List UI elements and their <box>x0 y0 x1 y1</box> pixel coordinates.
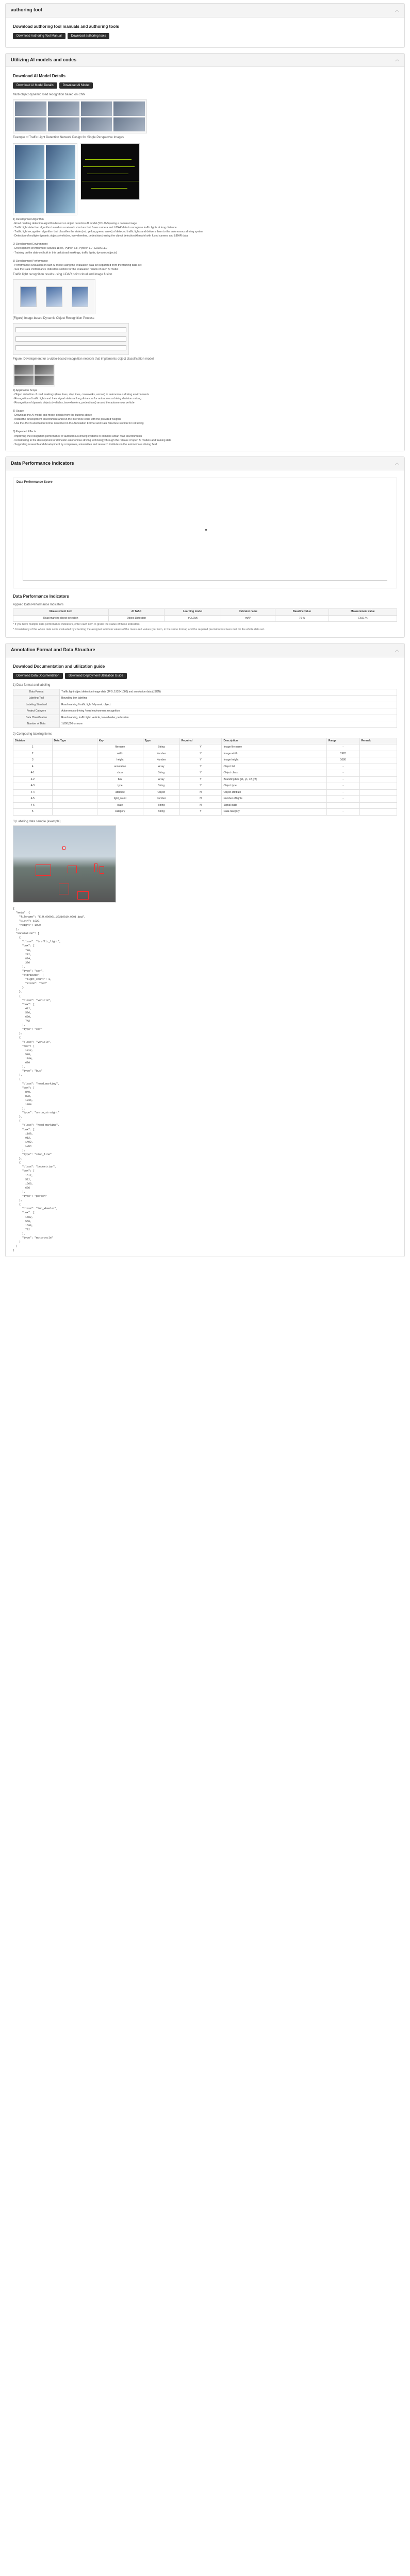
column-header: Measurement item <box>13 609 109 616</box>
table-cell <box>52 764 97 770</box>
section-title: Utilizing AI models and codes <box>11 57 77 62</box>
table-cell <box>52 770 97 777</box>
table-cell: - <box>326 744 359 751</box>
table-cell: 1920 <box>326 751 359 757</box>
table-cell: annotation <box>97 764 143 770</box>
table-cell: Number of lights <box>222 796 326 803</box>
vehicle-figure <box>13 143 77 215</box>
info-label: Data Classification <box>13 715 60 721</box>
table-cell: - <box>326 809 359 816</box>
chevron-up-icon[interactable]: ︿ <box>395 57 399 62</box>
table-cell <box>359 802 397 809</box>
column-header: Data Type <box>52 738 97 744</box>
column-header: Measurement value <box>329 609 397 616</box>
annotation-format-header[interactable] <box>6 643 404 657</box>
table-cell: String <box>143 744 179 751</box>
table-cell: class <box>97 770 143 777</box>
table-cell: 4-6 <box>13 802 53 809</box>
score-point <box>205 529 207 531</box>
cars-figure <box>13 364 55 386</box>
table-cell: String <box>143 783 179 790</box>
figure-caption: Multi-object dynamic road recognition based on CNN <box>13 93 86 96</box>
table-cell <box>52 744 97 751</box>
table-cell <box>359 770 397 777</box>
table-row <box>13 744 397 751</box>
table-cell: Y <box>179 783 222 790</box>
download-authoring-tools-button[interactable]: Download authoring tools <box>68 33 110 39</box>
download-model-details-button[interactable]: Download AI Model Details <box>13 82 57 89</box>
table-cell: 4-3 <box>13 783 53 790</box>
table-cell: Y <box>179 770 222 777</box>
table-cell: Number <box>143 757 179 764</box>
table-cell: category <box>97 809 143 816</box>
column-header: Baseline value <box>275 609 329 616</box>
fusion-figure <box>13 279 95 314</box>
figure-caption: Figure: Development for a video-based recognition network that implements object classification model <box>13 357 154 361</box>
info-label: Labeling Tool <box>13 696 60 702</box>
table-cell: String <box>143 809 179 816</box>
info-value: Autonomous driving / road environment recognition <box>60 708 397 715</box>
table-row <box>13 764 397 770</box>
info-value: Traffic light object detection image data (JPG, 1920×1080) and annotation data (JSON) <box>60 689 397 696</box>
download-guide-button[interactable]: Download Deployment Utilization Guide <box>65 673 127 679</box>
table-cell: N <box>179 802 222 809</box>
table-cell: Y <box>179 751 222 757</box>
table-cell: Signal state <box>222 802 326 809</box>
column-header: Required <box>179 738 222 744</box>
performance-score-chart <box>13 478 397 588</box>
table-cell: 4-2 <box>13 776 53 783</box>
ai-models-section <box>5 53 405 451</box>
table-cell: - <box>326 764 359 770</box>
download-ai-model-button[interactable]: Download AI Model <box>59 82 93 89</box>
table-cell: 4-5 <box>13 796 53 803</box>
column-header: Division <box>13 738 53 744</box>
info-value: Road marking / traffic light / dynamic object <box>60 702 397 708</box>
ai-models-header[interactable] <box>6 54 404 67</box>
table-cell: - <box>326 802 359 809</box>
table-cell: type <box>97 783 143 790</box>
chevron-up-icon[interactable]: ︿ <box>395 461 399 466</box>
table-cell: Y <box>179 776 222 783</box>
table-cell: - <box>326 789 359 796</box>
table-cell: Y <box>179 809 222 816</box>
table-cell: Bounding box [x1, y1, x2, y2] <box>222 776 326 783</box>
table-cell <box>52 809 97 816</box>
cnn-figure <box>13 99 147 133</box>
table-cell <box>359 776 397 783</box>
table-cell: Object class <box>222 770 326 777</box>
table-cell <box>359 764 397 770</box>
table-cell: 3 <box>13 757 53 764</box>
performance-note: * If you have multiple data performance indicators, enter each item to grade the status of these indicators. <box>13 623 141 626</box>
point-cloud-figure <box>80 143 140 200</box>
table-cell: Number <box>143 796 179 803</box>
subsection-title: Data Performance Indicators <box>13 594 69 599</box>
table-cell: box <box>97 776 143 783</box>
chevron-up-icon[interactable]: ︿ <box>395 7 399 12</box>
table-row <box>13 702 397 708</box>
page <box>0 0 410 1265</box>
figure-caption: [Figure] Image-based Dynamic Object Recognition Process <box>13 316 94 320</box>
table-cell: filename <box>97 744 143 751</box>
table-cell <box>359 757 397 764</box>
table-cell: Object <box>143 789 179 796</box>
table-caption: Applied Data Performance Indicators <box>13 603 64 607</box>
table-cell <box>52 757 97 764</box>
table-cell: - <box>326 796 359 803</box>
download-tool-manual-button[interactable]: Download Authoring Tool Manual <box>13 33 65 39</box>
labeled-road-image <box>13 825 116 903</box>
figure-caption: Example of Traffic Light Detection Network Design for Single Perspective Images <box>13 136 124 139</box>
table-row <box>13 715 397 721</box>
table-cell: Y <box>179 764 222 770</box>
table-cell: - <box>326 776 359 783</box>
table-cell <box>359 744 397 751</box>
download-documentation-button[interactable]: Download Data Documentation <box>13 673 63 679</box>
data-structure-table <box>13 738 397 816</box>
table-cell: Object attribute <box>222 789 326 796</box>
table-cell: String <box>143 802 179 809</box>
info-label: Number of Data <box>13 721 60 728</box>
performance-note-2: * Consistency of the whole data set is evaluated by checking the assigned attribute values of the measured values (per item, in the same format) and the required precision has been met for the whole data set. <box>13 628 265 632</box>
table-cell: Image height <box>222 757 326 764</box>
table-cell <box>359 809 397 816</box>
model-description-2: 4) Application Scope · Object detection of road markings (lane lines, stop lines, crosswalks, arrows) in autonomous driving environments · Recognition of traffic lights and their signal states at long distances for autonomous driving decision making · Recognition of dynamic objects (vehicles, two-wheelers, pedestrians) around the autonomous vehicle 5) Usage · Download the AI model and model details from the buttons above · Install the development environment and run the inference code with the provided weights · Use the JSON annotation format described in the Annotation Format and Data Structure section for retraining 6) Expected Effects · Improving the recognition performance of autonomous driving systems in complex urban road environments · Contributing to the development of domestic autonomous driving technology through the release of open AI models and training data · Supporting research and development by companies, universities and research institutes in the autonomous driving field <box>13 388 172 446</box>
section-title: authoring tool <box>11 7 42 12</box>
table-cell <box>52 796 97 803</box>
table-row <box>13 809 397 816</box>
model-description-1: 1) Development Algorithm · Road marking detection algorithm based on object detection AI model (YOLOv5) using a camera image · Traffic light detection algorithm based on a network structure that fuses camera and LiDAR data to recognize traffic lights at long distance · Traffic light recognition algorithm that classifies the state (red, yellow, green, arrow) of detected traffic lights and delivers them to the autonomous driving system · Detection of multiple dynamic objects (vehicles, two-wheelers, pedestrians) using the object detection AI model with fused camera and LiDAR data 2) Development Environment · Development environment: Ubuntu 18.04, Python 3.8, Pytorch 1.7, CUDA 11.0 · Training on the data-set built in this task (road markings, traffic lights, dynamic objects) 3) Development Performance · Performance evaluation of each AI model using the evaluation data-set separated from the training data-set · See the Data Performance Indicators section for the evaluation results of each AI model <box>13 218 204 271</box>
table-cell: Y <box>179 757 222 764</box>
authoring-tool-section <box>5 3 405 48</box>
info-label: Project Category <box>13 708 60 715</box>
table-cell: Image file name <box>222 744 326 751</box>
table-row <box>13 776 397 783</box>
info-value: Road marking, traffic light, vehicle, two-wheeler, pedestrian <box>60 715 397 721</box>
table-cell: width <box>97 751 143 757</box>
table-cell: Object Detection <box>108 615 165 622</box>
table-row <box>13 796 397 803</box>
table-cell: attribute <box>97 789 143 796</box>
table-cell: 70 % <box>275 615 329 622</box>
table-cell <box>52 802 97 809</box>
table-row <box>13 783 397 790</box>
table-cell: 1080 <box>326 757 359 764</box>
score-title: Data Performance Score <box>17 481 53 484</box>
table-cell <box>359 751 397 757</box>
column-header: Description <box>222 738 326 744</box>
info-value: 1,000,000 or more <box>60 721 397 728</box>
subsection-title: Download authoring tool manuals and authoring tools <box>13 24 119 29</box>
data-performance-section <box>5 456 405 638</box>
table-cell <box>359 783 397 790</box>
table-row <box>13 802 397 809</box>
column-header: Remark <box>359 738 397 744</box>
table-cell <box>52 751 97 757</box>
table-row <box>13 751 397 757</box>
table-cell: - <box>326 783 359 790</box>
table-cell: 4-4 <box>13 789 53 796</box>
table-cell: height <box>97 757 143 764</box>
table-cell: N <box>179 796 222 803</box>
table-cell: Array <box>143 776 179 783</box>
table-cell: Array <box>143 764 179 770</box>
column-header: Key <box>97 738 143 744</box>
table-cell: light_count <box>97 796 143 803</box>
table-cell: String <box>143 770 179 777</box>
column-header: AI TASK <box>108 609 165 616</box>
table-cell <box>52 783 97 790</box>
table-cell: state <box>97 802 143 809</box>
table-cell: 1 <box>13 744 53 751</box>
table-cell: YOLOv5 <box>165 615 221 622</box>
column-header: Range <box>326 738 359 744</box>
info-value: Bounding box labeling <box>60 696 397 702</box>
table-row <box>13 615 397 622</box>
table-cell: Data category <box>222 809 326 816</box>
subsection-title: Download AI Model Details <box>13 74 65 78</box>
chevron-up-icon[interactable]: ︿ <box>395 647 399 652</box>
table-cell: N <box>179 789 222 796</box>
subsection-title: Download Documentation and utilization guide <box>13 664 105 669</box>
performance-table <box>13 608 397 622</box>
table-cell <box>52 789 97 796</box>
table-cell: Object type <box>222 783 326 790</box>
table-row <box>13 789 397 796</box>
info-caption: 1) Data format and labeling <box>13 683 51 687</box>
json-sample: { "meta": { "filename": "E_M_000001_20210819_0001.jpg", "width": 1920, "height": 1080 }, "annotation": [ { "class": "traffic_light", "box": [ 786, 282, 824, 306 ], "type": "car", "attribute": { "light_count": 3, "state": "red" } }, { "class": "vehicle", "box": [ 412, 536, 690, 742 ], "type": "car" }, { "class": "vehicle", "box": [ 1012, 548, 1184, 690 ], "type": "bus" }, { "class": "road_marking", "box": [ 840, 802, 1036, 1004 ], "type": "arrow_straight" }, { "class": "road_marking", "box": [ 1188, 912, 1402, 1064 ], "type": "stop_line" }, { "class": "pedestrian", "box": [ 1512, 522, 1566, 686 ], "type": "person" }, { "class": "two_wheeler", "box": [ 1602, 560, 1690, 702 ], "type": "motorcycle" } ] } <box>13 907 86 1252</box>
column-header: Type <box>143 738 179 744</box>
table-cell: Road marking object detection <box>13 615 109 622</box>
info-label: Labeling Standard <box>13 702 60 708</box>
table-cell <box>52 776 97 783</box>
dynamic-object-figure <box>13 323 129 355</box>
table-cell: 5 <box>13 809 53 816</box>
table-cell: Object list <box>222 764 326 770</box>
table-cell: Number <box>143 751 179 757</box>
table-cell <box>359 796 397 803</box>
column-header: Indicator name <box>221 609 275 616</box>
column-header: Learning model <box>165 609 221 616</box>
table-cell <box>359 789 397 796</box>
data-info-table <box>13 689 397 728</box>
table-cell: - <box>326 770 359 777</box>
sample-caption: 3) Labeling data sample (example) <box>13 820 61 823</box>
info-label: Data Format <box>13 689 60 696</box>
table-cell: Y <box>179 744 222 751</box>
section-title: Annotation Format and Data Structure <box>11 647 95 653</box>
table-cell: 4 <box>13 764 53 770</box>
table-cell: mAP <box>221 615 275 622</box>
table-cell: 73.51 % <box>329 615 397 622</box>
table-row <box>13 770 397 777</box>
table-row <box>13 708 397 715</box>
table-row <box>13 721 397 728</box>
table-cell: 2 <box>13 751 53 757</box>
table-row <box>13 689 397 696</box>
section-title: Data Performance Indicators <box>11 460 74 466</box>
annotation-format-section <box>5 643 405 1257</box>
table-row <box>13 757 397 764</box>
table-row <box>13 696 397 702</box>
table-cell: 4-1 <box>13 770 53 777</box>
authoring-tool-header[interactable] <box>6 4 404 18</box>
structure-caption: 2) Composing labeling items <box>13 732 52 736</box>
figure-caption: Traffic light recognition results using LiDAR point cloud and image fusion <box>13 273 112 276</box>
data-performance-header[interactable] <box>6 457 404 471</box>
table-cell: Image width <box>222 751 326 757</box>
